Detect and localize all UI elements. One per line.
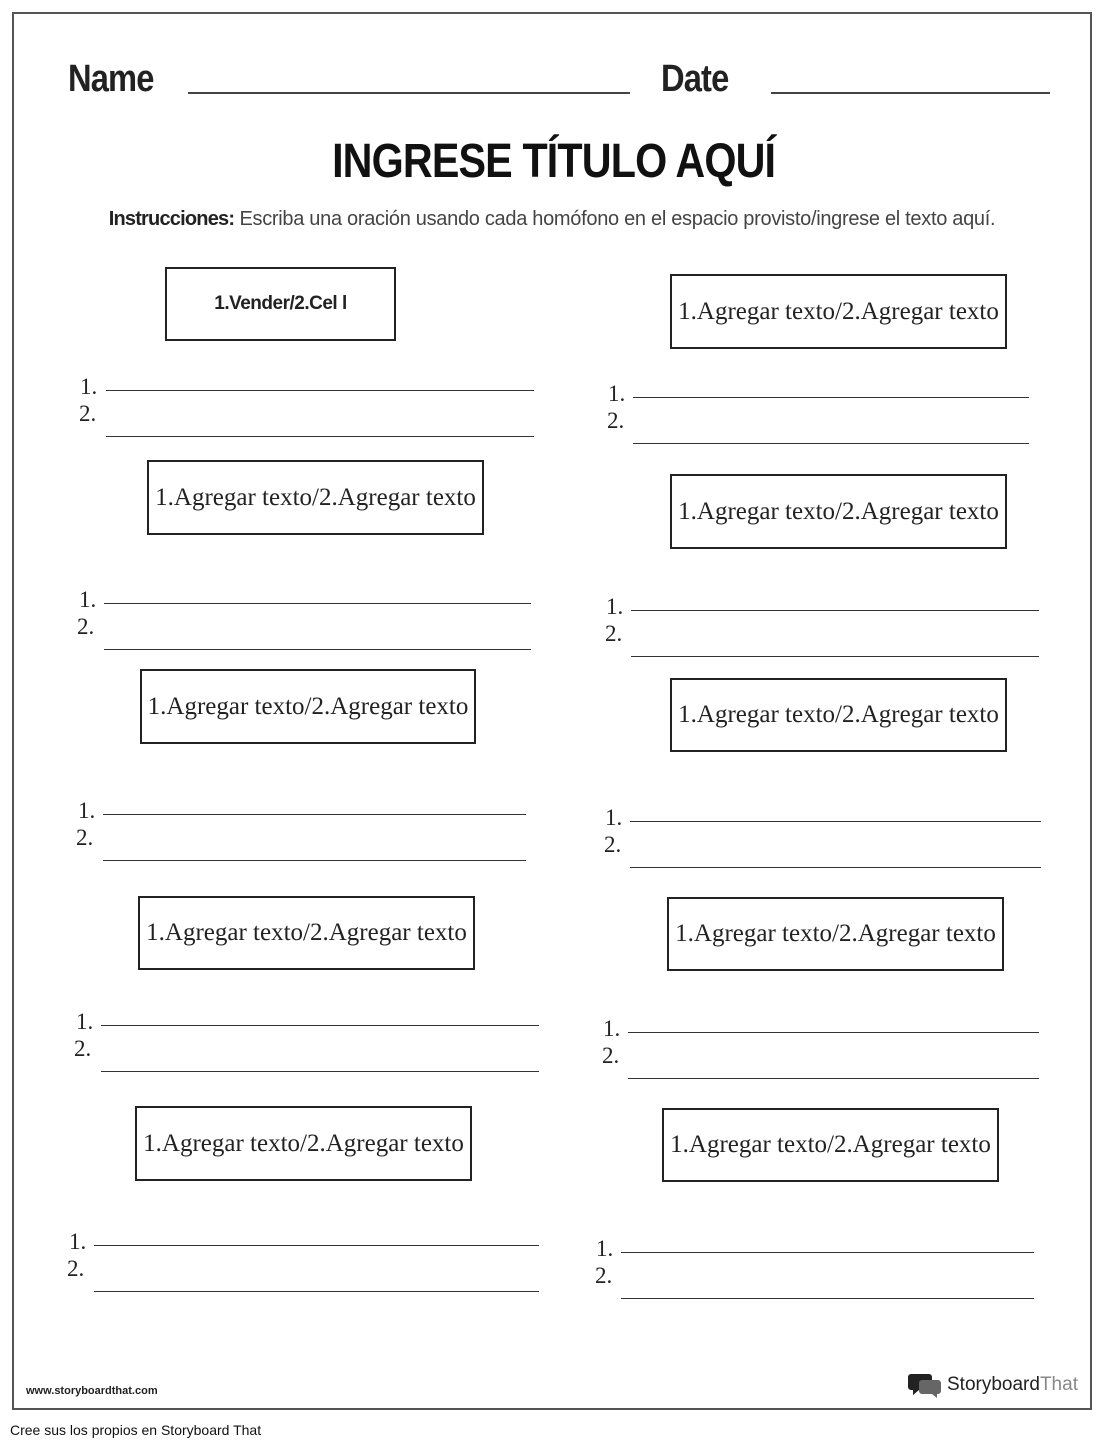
writing-line[interactable] [104,649,531,650]
homophone-box-6: 1.Agregar texto/2.Agregar texto [670,678,1007,752]
line-number-2: 2. [74,1036,92,1061]
writing-line[interactable] [621,1252,1034,1253]
brand-text [947,1374,1078,1396]
speech-bubbles-icon [908,1372,942,1398]
line-number-1: 1. [596,1236,614,1261]
writing-line[interactable] [628,1032,1039,1033]
footer-url[interactable]: www.storyboardthat.com [26,1385,158,1397]
writing-line[interactable] [103,860,526,861]
date-label: Date [661,58,729,100]
homophone-box-9: 1.Agregar texto/2.Agregar texto [135,1106,472,1181]
line-number-1: 1. [80,374,98,399]
line-number-1: 1. [603,1016,621,1041]
name-label: Name [68,58,154,100]
writing-line[interactable] [101,1025,539,1026]
instructions [78,206,1026,233]
date-field-line[interactable] [771,92,1050,94]
caption: Cree sus los propios en Storyboard That [10,1422,262,1438]
line-number-1: 1. [76,1009,94,1034]
writing-line[interactable] [621,1298,1034,1299]
line-number-1: 1. [608,381,626,406]
line-number-2: 2. [67,1256,85,1281]
line-number-1: 1. [69,1229,87,1254]
writing-line[interactable] [104,603,531,604]
line-number-1: 1. [605,805,623,830]
homophone-box-1: 1.Vender/2.Cel l [165,267,396,341]
writing-line[interactable] [630,821,1041,822]
homophone-box-5: 1.Agregar texto/2.Agregar texto [140,669,476,744]
writing-line[interactable] [631,656,1039,657]
writing-line[interactable] [94,1291,539,1292]
writing-line[interactable] [106,390,534,391]
writing-line[interactable] [94,1245,539,1246]
line-number-2: 2. [604,832,622,857]
writing-line[interactable] [103,814,526,815]
homophone-box-10: 1.Agregar texto/2.Agregar texto [662,1108,999,1182]
writing-line[interactable] [633,443,1029,444]
page-title [0,134,1107,189]
writing-line[interactable] [106,436,534,437]
homophone-box-3: 1.Agregar texto/2.Agregar texto [147,460,484,535]
line-number-1: 1. [606,594,624,619]
instructions-label: Instrucciones: [108,208,235,230]
homophone-box-4: 1.Agregar texto/2.Agregar texto [670,474,1007,549]
storyboardthat-logo[interactable] [908,1372,1078,1398]
line-number-2: 2. [79,401,97,426]
line-number-2: 2. [605,621,623,646]
brand-text-part2: That [1039,1374,1078,1395]
writing-line[interactable] [101,1071,539,1072]
writing-line[interactable] [633,397,1029,398]
line-number-2: 2. [602,1043,620,1068]
line-number-1: 1. [78,798,96,823]
page-title-text: INGRESE TÍTULO AQUÍ [331,135,776,188]
line-number-1: 1. [79,587,97,612]
brand-text-part1: Storyboard [947,1374,1040,1395]
homophone-box-2: 1.Agregar texto/2.Agregar texto [670,274,1007,349]
line-number-2: 2. [77,614,95,639]
line-number-2: 2. [76,825,94,850]
homophone-box-7: 1.Agregar texto/2.Agregar texto [138,896,475,970]
writing-line[interactable] [628,1078,1039,1079]
writing-line[interactable] [631,610,1039,611]
line-number-2: 2. [595,1263,613,1288]
writing-line[interactable] [630,867,1041,868]
instructions-text: Escriba una oración usando cada homófono en el espacio provisto/ingrese el texto aquí. [234,208,996,230]
line-number-2: 2. [607,408,625,433]
homophone-box-8: 1.Agregar texto/2.Agregar texto [667,897,1004,971]
name-field-line[interactable] [188,92,630,94]
